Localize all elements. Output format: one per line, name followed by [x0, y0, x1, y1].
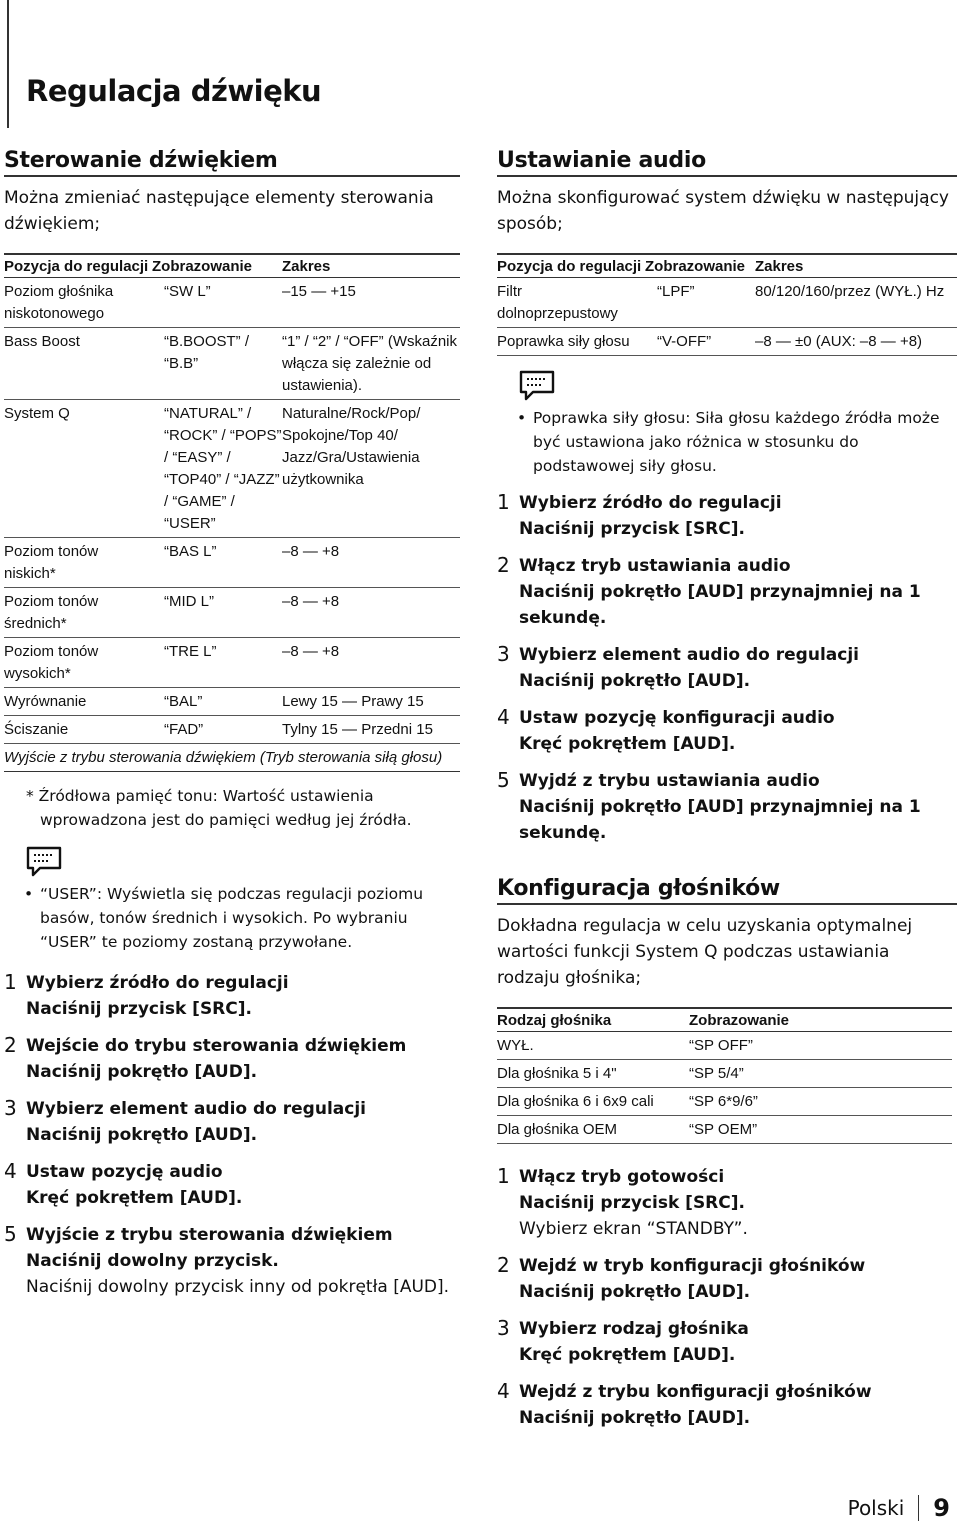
table-header-row [497, 254, 957, 278]
step-number: 1 [497, 1164, 510, 1188]
step-action: Naciśnij przycisk [SRC]. [519, 1193, 745, 1213]
table-cell: Filtr dolnoprzepustowy [497, 278, 645, 328]
audio-setup-table [497, 253, 957, 356]
step-item [4, 1159, 460, 1211]
left-column [4, 148, 460, 1311]
footnote: * Źródłowa pamięć tonu: Wartość ustawienia wprowadzona jest do pamięci według jej źródła. [26, 787, 412, 829]
table-cell: “SP 6*9/6” [689, 1088, 952, 1116]
step-action: Naciśnij pokrętło [AUD] przynajmniej na 1 sekundę. [519, 797, 921, 843]
list-item: • Poprawka siły głosu: Siła głosu każdego źródła może być ustawiona jako różnica w stosunku do podstawowej siły głosu. [497, 406, 957, 478]
table-header: Rodzaj głośnika [497, 1008, 689, 1032]
table-cell: –8 — +8 [282, 638, 460, 688]
table-cell: “LPF” [645, 278, 755, 328]
table-cell: Tylny 15 — Przedni 15 [282, 716, 460, 744]
table-cell: System Q [4, 400, 152, 538]
step-title: Wybierz źródło do regulacji [519, 493, 782, 513]
table-row [497, 1116, 952, 1144]
step-title: Wybierz element audio do regulacji [519, 645, 859, 665]
step-title: Wybierz element audio do regulacji [26, 1099, 366, 1119]
step-item [497, 705, 957, 757]
section-intro: Dokładna regulacja w celu uzyskania optymalnej wartości funkcji System Q podczas ustawiania rodzaju głośnika; [497, 916, 913, 988]
step-action: Naciśnij pokrętło [AUD] przynajmniej na 1 sekundę. [519, 582, 921, 628]
table-cell: –8 — +8 [282, 588, 460, 638]
table-cell: Poziom tonów niskich* [4, 538, 152, 588]
table-cell: “SP OFF” [689, 1032, 952, 1060]
steps-list [497, 1164, 957, 1431]
table-cell: “BAL” [152, 688, 282, 716]
step-item [497, 1379, 957, 1431]
table-cell: –8 — +8 [282, 538, 460, 588]
table-row [4, 400, 460, 538]
list-item: • “USER”: Wyświetla się podczas regulacji poziomu basów, tonów średnich i wysokich. Po wybraniu “USER” te poziomy zostaną przywołane. [4, 882, 460, 954]
table-cell: “TRE L” [152, 638, 282, 688]
step-item [497, 553, 957, 631]
step-title: Wejście do trybu sterowania dźwiękiem [26, 1036, 407, 1056]
page-title: Regulacja dźwięku [26, 74, 322, 108]
table-cell: Wyjście z trybu sterowania dźwiękiem (Tryb sterowania siłą głosu) [4, 744, 460, 772]
step-number: 3 [497, 1316, 510, 1340]
table-row [497, 328, 957, 356]
step-item [497, 1164, 957, 1242]
table-cell: “MID L” [152, 588, 282, 638]
step-title: Wybierz źródło do regulacji [26, 973, 289, 993]
table-row [4, 538, 460, 588]
section-heading-audio-setup: Ustawianie audio [497, 148, 957, 177]
step-item [497, 1316, 957, 1368]
step-item [4, 1033, 460, 1085]
step-number: 1 [4, 970, 17, 994]
step-title: Wyjście z trybu sterowania dźwiękiem [26, 1225, 393, 1245]
step-number: 5 [4, 1222, 17, 1246]
speaker-type-table [497, 1007, 952, 1144]
step-action: Naciśnij pokrętło [AUD]. [26, 1125, 258, 1145]
step-item [4, 1222, 460, 1300]
step-action: Naciśnij przycisk [SRC]. [26, 999, 252, 1019]
step-note: Naciśnij dowolny przycisk inny od pokrętła [AUD]. [26, 1277, 450, 1297]
table-cell: Dla głośnika 5 i 4" [497, 1060, 689, 1088]
table-row [4, 716, 460, 744]
memo-icon [517, 368, 557, 402]
footer-divider [918, 1495, 919, 1521]
step-title: Ustaw pozycję audio [26, 1162, 223, 1182]
step-title: Wybierz rodzaj głośnika [519, 1319, 749, 1339]
table-cell: WYŁ. [497, 1032, 689, 1060]
table-cell: Wyrównanie [4, 688, 152, 716]
step-item [497, 642, 957, 694]
table-cell: “FAD” [152, 716, 282, 744]
step-action: Naciśnij pokrętło [AUD]. [519, 1282, 751, 1302]
step-item [497, 768, 957, 846]
step-number: 3 [4, 1096, 17, 1120]
table-header: Zakres [282, 254, 460, 278]
step-action: Naciśnij pokrętło [AUD]. [519, 1408, 751, 1428]
step-number: 1 [497, 490, 510, 514]
table-header-row [4, 254, 460, 278]
table-cell: Poziom tonów wysokich* [4, 638, 152, 688]
step-number: 4 [497, 705, 510, 729]
step-action: Kręć pokrętłem [AUD]. [26, 1188, 243, 1208]
step-action: Naciśnij przycisk [SRC]. [519, 519, 745, 539]
step-action: Naciśnij dowolny przycisk. [26, 1251, 279, 1271]
right-column [497, 148, 957, 1442]
step-title: Włącz tryb ustawiania audio [519, 556, 791, 576]
step-number: 2 [497, 553, 510, 577]
table-row [497, 1032, 952, 1060]
step-title: Ustaw pozycję konfiguracji audio [519, 708, 835, 728]
table-row [4, 588, 460, 638]
step-action: Naciśnij pokrętło [AUD]. [26, 1062, 258, 1082]
step-note: Wybierz ekran “STANDBY”. [519, 1219, 748, 1239]
table-cell: –8 — ±0 (AUX: –8 — +8) [755, 328, 957, 356]
step-title: Wejdź w tryb konfiguracji głośników [519, 1256, 866, 1276]
step-number: 2 [4, 1033, 17, 1057]
table-header-row [497, 1008, 952, 1032]
page-number: 9 [933, 1494, 950, 1522]
steps-list [4, 970, 460, 1300]
table-cell: “BAS L” [152, 538, 282, 588]
table-header: Zobrazowanie [645, 254, 755, 278]
margin-rule [7, 0, 9, 128]
table-header: Pozycja do regulacji [497, 254, 645, 278]
table-cell: Naturalne/Rock/Pop/ Spokojne/Top 40/ Jazz/Gra/Ustawienia użytkownika [282, 400, 460, 538]
step-number: 2 [497, 1253, 510, 1277]
table-cell: “B.BOOST” / “B.B” [152, 328, 282, 400]
table-cell: Dla głośnika OEM [497, 1116, 689, 1144]
section-intro: Można skonfigurować system dźwięku w następujący sposób; [497, 188, 949, 234]
step-number: 4 [497, 1379, 510, 1403]
table-row [4, 688, 460, 716]
table-header: Zobrazowanie [689, 1008, 952, 1032]
steps-list [497, 490, 957, 846]
table-cell: Poziom tonów średnich* [4, 588, 152, 638]
table-header: Zobrazowanie [152, 254, 282, 278]
table-cell: Poziom głośnika niskotonowego [4, 278, 152, 328]
table-cell: “SP OEM” [689, 1116, 952, 1144]
step-item [4, 970, 460, 1022]
table-row-exit [4, 744, 460, 772]
table-header: Zakres [755, 254, 957, 278]
section-heading-speaker-setup: Konfiguracja głośników [497, 876, 957, 905]
step-number: 5 [497, 768, 510, 792]
table-cell: “NATURAL” / “ROCK” / “POPS” / “EASY” / “TOP40” / “JAZZ” / “GAME” / “USER” [152, 400, 282, 538]
step-title: Wyjdź z trybu ustawiania audio [519, 771, 820, 791]
note-list [497, 406, 957, 478]
table-cell: “SP 5/4” [689, 1060, 952, 1088]
table-cell: “1” / “2” / “OFF” (Wskaźnik włącza się zależnie od ustawienia). [282, 328, 460, 400]
step-item [4, 1096, 460, 1148]
table-row [4, 328, 460, 400]
table-cell: “SW L” [152, 278, 282, 328]
table-cell: Ściszanie [4, 716, 152, 744]
table-cell: Poprawka siły głosu [497, 328, 645, 356]
step-item [497, 1253, 957, 1305]
step-action: Naciśnij pokrętło [AUD]. [519, 671, 751, 691]
note-list [4, 882, 460, 954]
table-header: Pozycja do regulacji [4, 254, 152, 278]
step-action: Kręć pokrętłem [AUD]. [519, 1345, 736, 1365]
table-cell: Bass Boost [4, 328, 152, 400]
footer-language: Polski [847, 1496, 905, 1520]
table-row [497, 1060, 952, 1088]
table-cell: Lewy 15 — Prawy 15 [282, 688, 460, 716]
table-cell: –15 — +15 [282, 278, 460, 328]
step-title: Wejdź z trybu konfiguracji głośników [519, 1382, 872, 1402]
table-row [4, 278, 460, 328]
table-cell: 80/120/160/przez (WYŁ.) Hz [755, 278, 957, 328]
step-action: Kręć pokrętłem [AUD]. [519, 734, 736, 754]
page-footer [848, 1494, 950, 1522]
table-row [497, 1088, 952, 1116]
section-intro: Można zmieniać następujące elementy sterowania dźwiękiem; [4, 188, 434, 234]
table-row [497, 278, 957, 328]
table-cell: Dla głośnika 6 i 6x9 cali [497, 1088, 689, 1116]
memo-icon [24, 844, 64, 878]
step-number: 3 [497, 642, 510, 666]
step-number: 4 [4, 1159, 17, 1183]
table-cell: “V-OFF” [645, 328, 755, 356]
sound-control-table [4, 253, 460, 772]
table-row [4, 638, 460, 688]
step-title: Włącz tryb gotowości [519, 1167, 725, 1187]
step-item [497, 490, 957, 542]
section-heading-sound-control: Sterowanie dźwiękiem [4, 148, 460, 177]
